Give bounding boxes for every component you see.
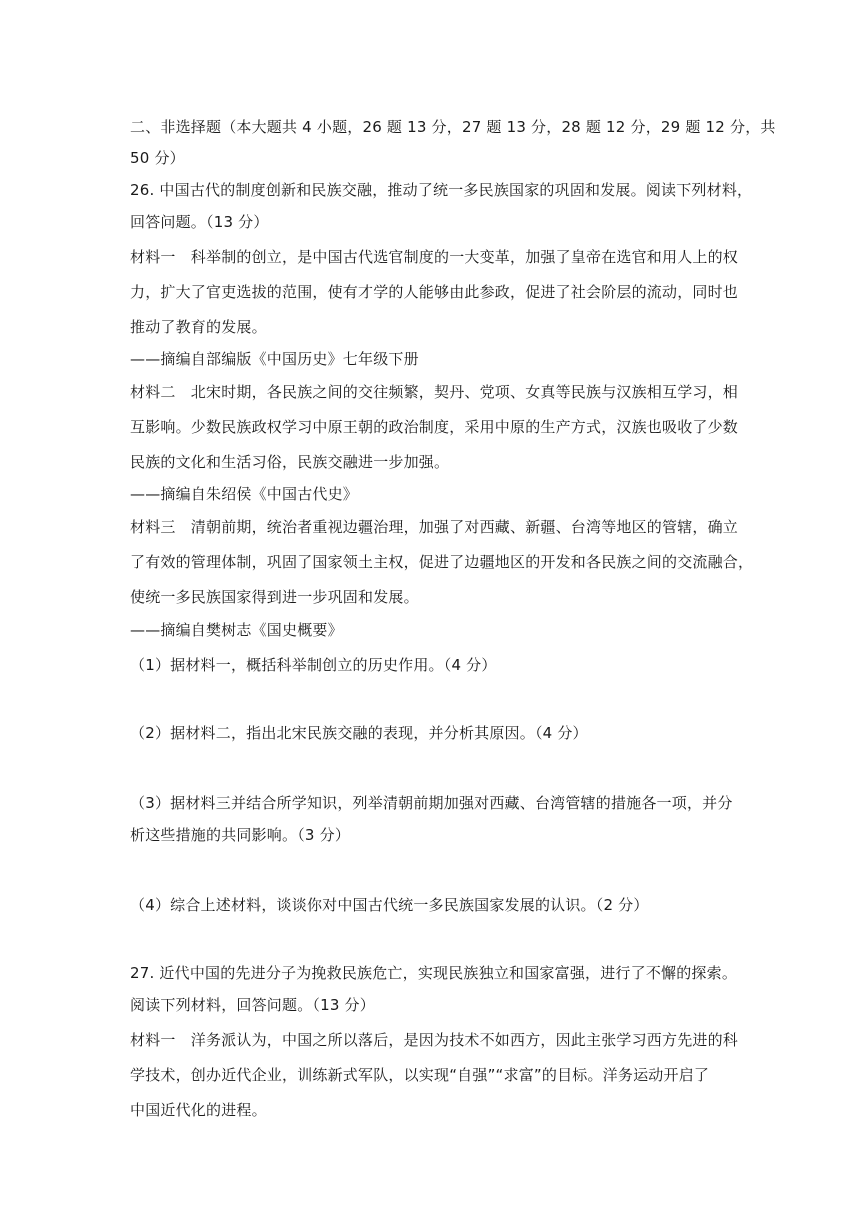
q26-subquestion-3-cont: 析这些措施的共同影响。（3 分） [130, 826, 351, 844]
q27-material-1-cont: 中国近代化的进程。 [130, 1101, 267, 1119]
q26-stem-cont: 回答问题。（13 分） [130, 213, 269, 231]
q26-material-3-cont: 使统一多民族国家得到进一步巩固和发展。 [130, 588, 419, 606]
q26-material-3-source: ——摘编自樊树志《国史概要》 [130, 621, 343, 639]
q26-stem: 26. 中国古代的制度创新和民族交融，推动了统一多民族国家的巩固和发展。阅读下列材料， [130, 181, 753, 199]
q26-material-2-source: ——摘编自朱绍侯《中国古代史》 [130, 485, 359, 503]
q26-material-2-cont: 民族的文化和生活习俗，民族交融进一步加强。 [130, 453, 450, 471]
q26-subquestion-3: （3）据材料三并结合所学知识，列举清朝前期加强对西藏、台湾管辖的措施各一项，并分 [130, 794, 733, 812]
section-header-cont: 50 分） [130, 149, 185, 167]
q26-material-1-source: ——摘编自部编版《中国历史》七年级下册 [130, 350, 419, 368]
q26-subquestion-4: （4）综合上述材料，谈谈你对中国古代统一多民族国家发展的认识。（2 分） [130, 896, 649, 914]
q26-material-2: 材料二 北宋时期，各民族之间的交往频繁，契丹、党项、女真等民族与汉族相互学习，相 [130, 383, 739, 401]
q26-material-1-cont: 力，扩大了官吏选拔的范围，使有才学的人能够由此参政，促进了社会阶层的流动，同时也 [130, 283, 739, 301]
q26-subquestion-1: （1）据材料一，概括科举制创立的历史作用。（4 分） [130, 656, 497, 674]
q26-material-2-cont: 互影响。少数民族政权学习中原王朝的政治制度，采用中原的生产方式，汉族也吸收了少数 [130, 418, 739, 436]
q27-stem-cont: 阅读下列材料，回答问题。（13 分） [130, 996, 375, 1014]
q26-material-3-cont: 了有效的管理体制，巩固了国家领土主权，促进了边疆地区的开发和各民族之间的交流融合， [130, 553, 754, 571]
q27-stem: 27. 近代中国的先进分子为挽救民族危亡，实现民族独立和国家富强，进行了不懈的探索。 [130, 964, 738, 982]
q27-material-1: 材料一 洋务派认为，中国之所以落后，是因为技术不如西方，因此主张学习西方先进的科 [130, 1031, 739, 1049]
q26-material-1-cont: 推动了教育的发展。 [130, 318, 267, 336]
section-header: 二、非选择题（本大题共 4 小题，26 题 13 分，27 题 13 分，28 题 12 分，29 题 12 分，共 [130, 118, 776, 136]
q26-material-3: 材料三 清朝前期，统治者重视边疆治理，加强了对西藏、新疆、台湾等地区的管辖，确立 [130, 518, 739, 536]
q26-subquestion-2: （2）据材料二，指出北宋民族交融的表现，并分析其原因。（4 分） [130, 724, 588, 742]
q26-material-1: 材料一 科举制的创立，是中国古代选官制度的一大变革，加强了皇帝在选官和用人上的权 [130, 248, 739, 266]
q27-material-1-cont: 学技术，创办近代企业，训练新式军队，以实现“自强”“求富”的目标。洋务运动开启了 [130, 1066, 710, 1084]
